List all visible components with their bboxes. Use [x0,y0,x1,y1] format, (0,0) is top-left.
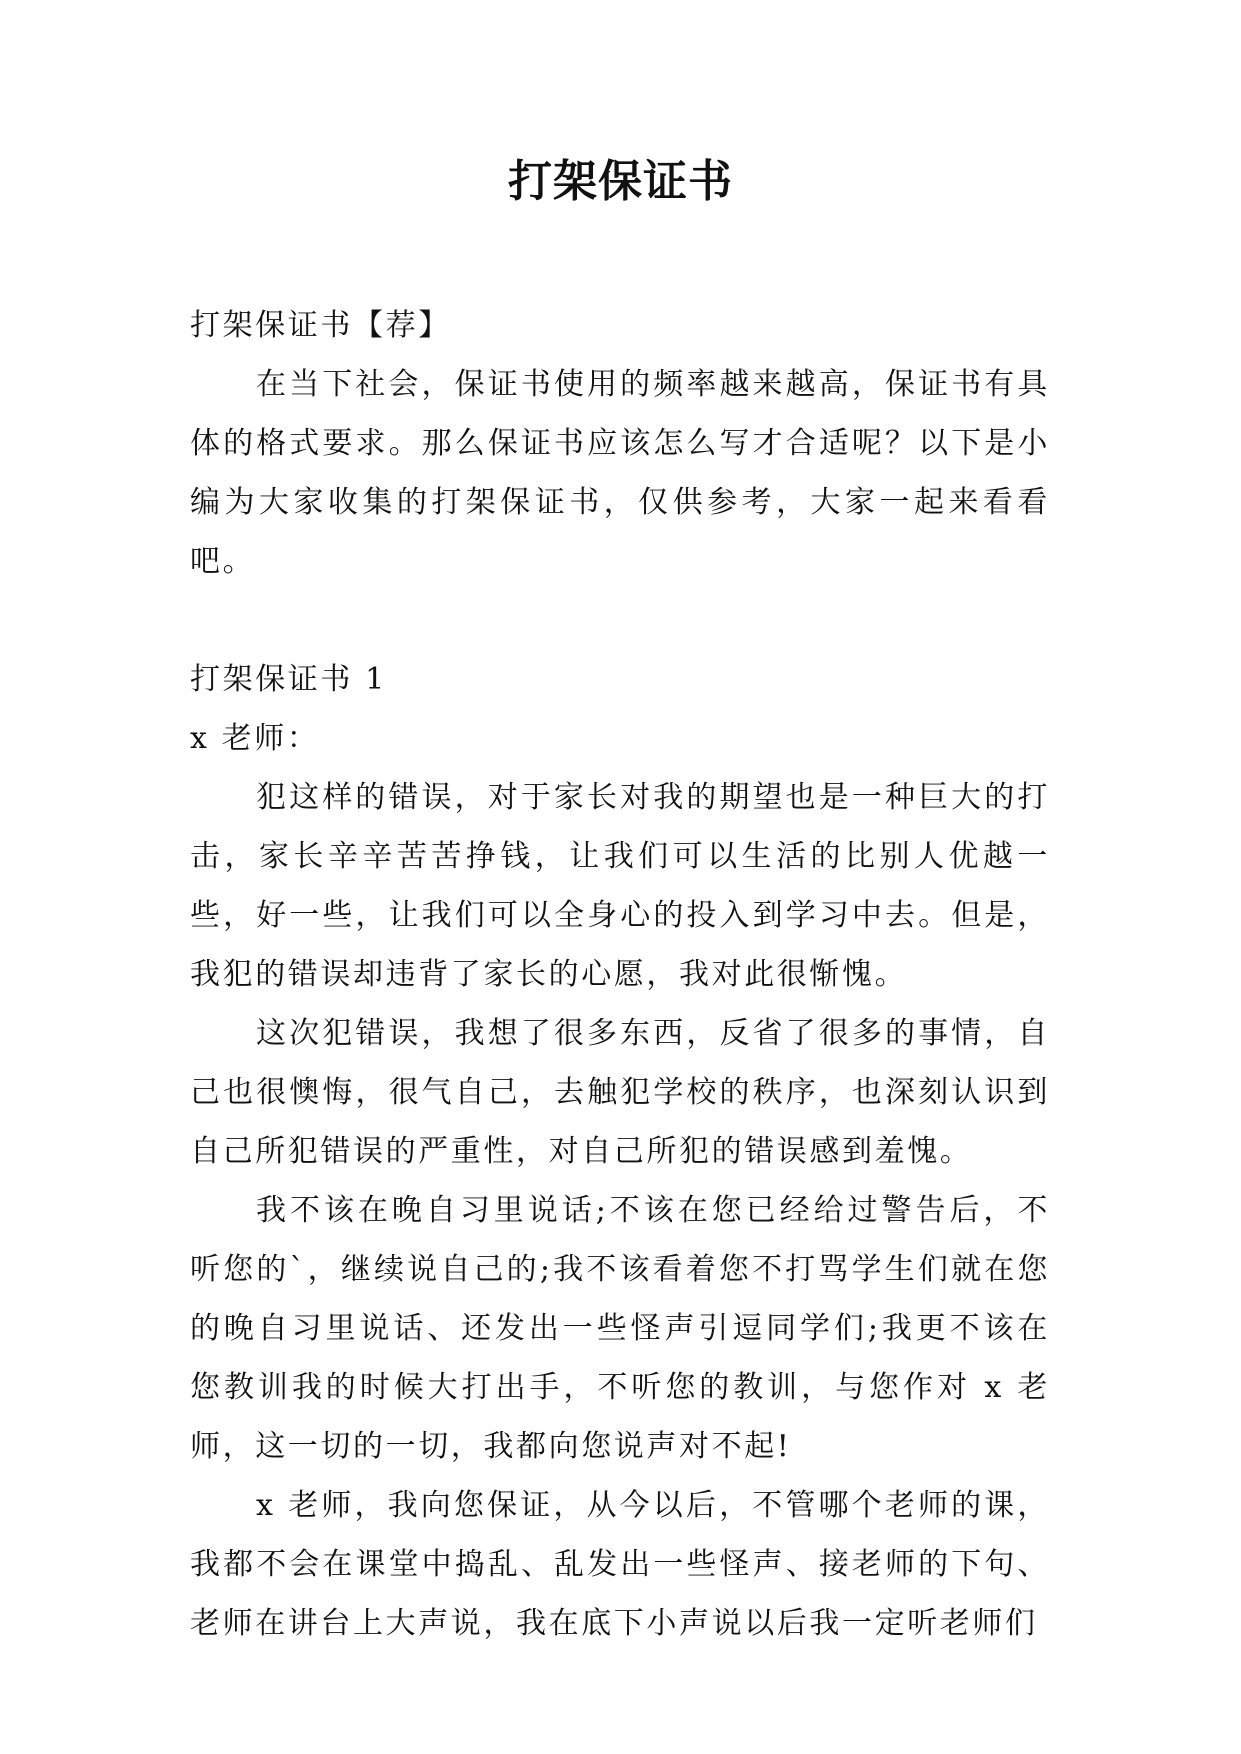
intro-paragraph: 在当下社会，保证书使用的频率越来越高，保证书有具体的格式要求。那么保证书应该怎么写才合适呢？以下是小编为大家收集的打架保证书，仅供参考，大家一起来看看吧。 [190,367,1050,579]
salutation: x 老师： [190,721,320,756]
section-spacer [190,591,1050,650]
section-heading: 打架保证书 1 [190,662,387,697]
body-paragraph: 犯这样的错误，对于家长对我的期望也是一种巨大的打击，家长辛辛苦苦挣钱，让我们可以生活的比别人优越一些，好一些，让我们可以全身心的投入到学习中去。但是，我犯的错误却违背了家长的心愿，我对此很惭愧。 [190,780,1050,992]
document-subtitle: 打架保证书【荐】 [190,308,451,343]
document-body [190,296,1050,1653]
document-title: 打架保证书 [508,156,733,207]
body-paragraph: 我不该在晚自习里说话;不该在您已经给过警告后，不听您的`，继续说自己的;我不该看着您不打骂学生们就在您的晚自习里说话、还发出一些怪声引逗同学们;我更不该在您教训我的时候大打出手，不听您的教训，与您作对 x 老师，这一切的一切，我都向您说声对不起! [190,1193,1050,1464]
body-paragraph: 这次犯错误，我想了很多东西，反省了很多的事情，自己也很懊悔，很气自己，去触犯学校的秩序，也深刻认识到自己所犯错误的严重性，对自己所犯的错误感到羞愧。 [190,1016,1050,1169]
body-paragraph: x 老师，我向您保证，从今以后，不管哪个老师的课，我都不会在课堂中捣乱、乱发出一些怪声、接老师的下句、老师在讲台上大声说，我在底下小声说以后我一定听老师们 [190,1488,1050,1641]
